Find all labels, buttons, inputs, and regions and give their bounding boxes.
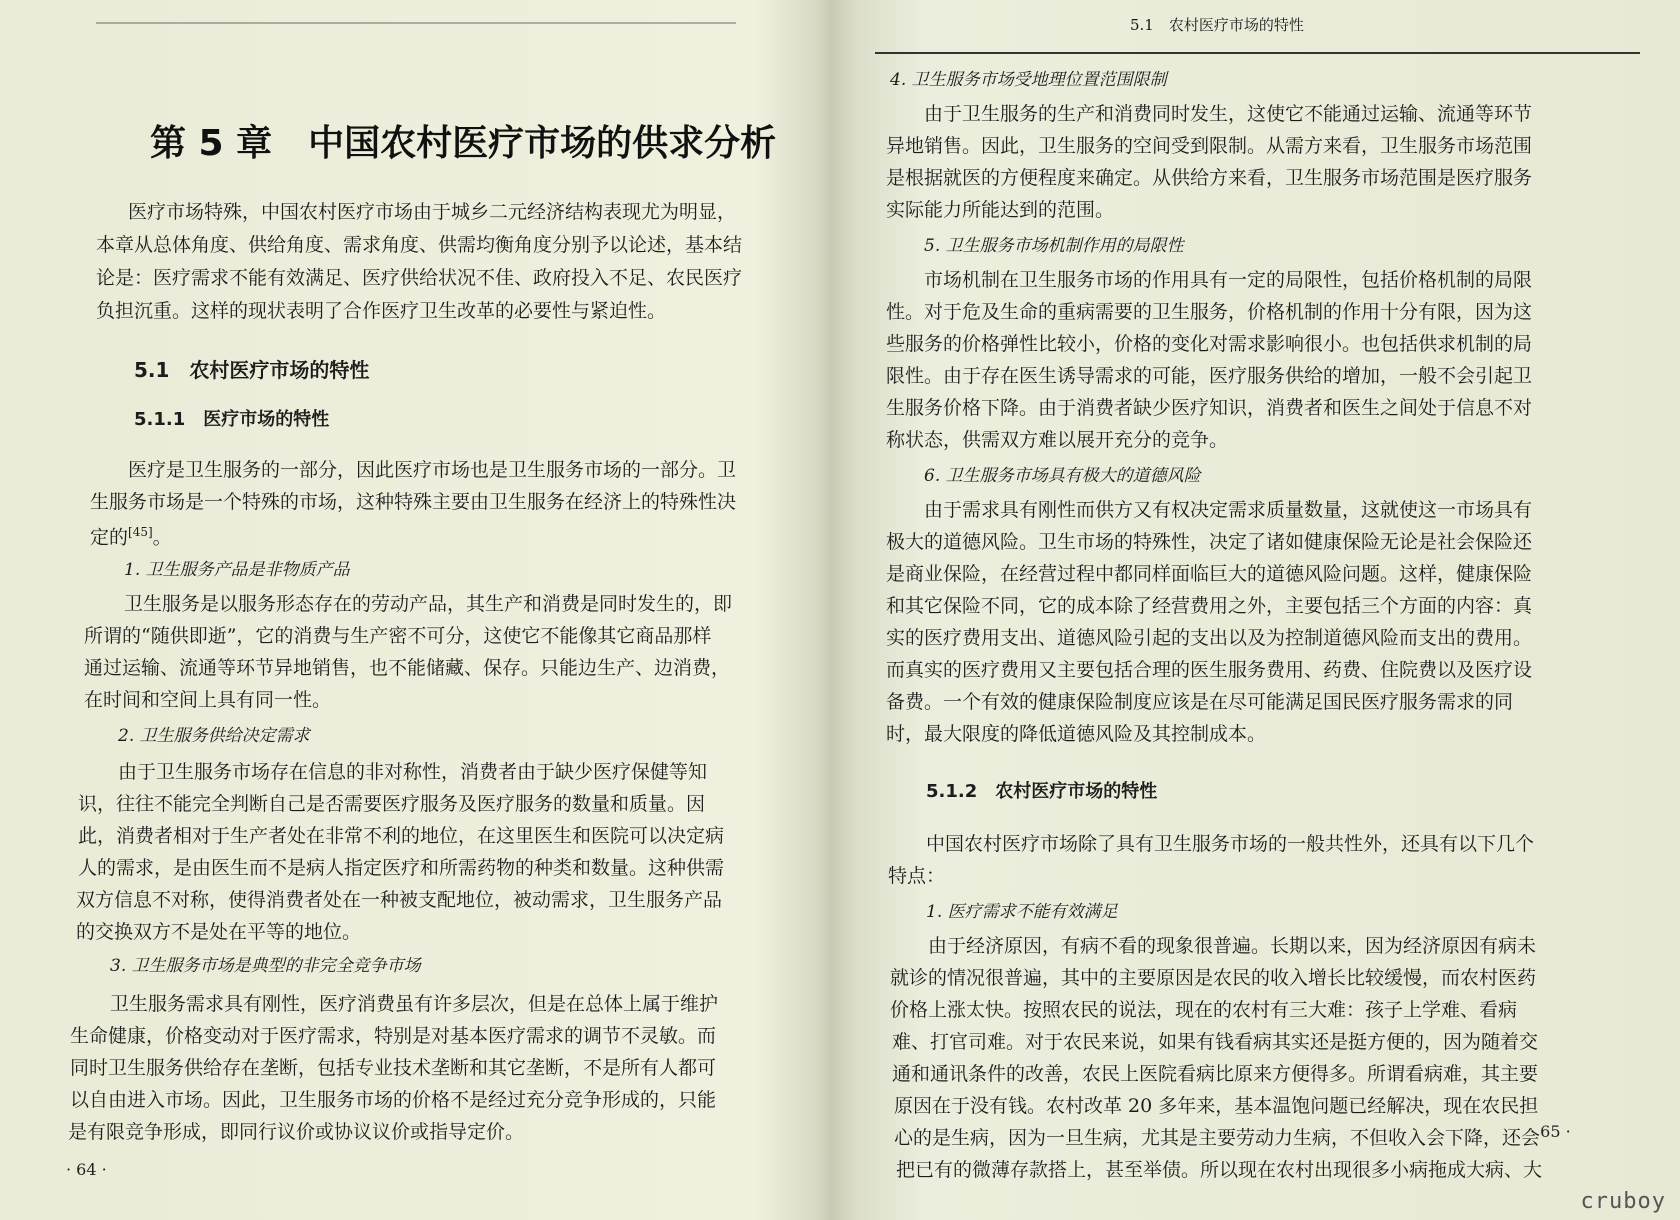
paragraph-line: 在时间和空间上具有同一性。 <box>84 689 332 711</box>
intro-line: 论是：医疗需求不能有效满足、医疗供给状况不佳、政府投入不足、农民医疗 <box>96 267 743 289</box>
paragraph-line: 备费。一个有效的健康保险制度应该是在尽可能满足国民医疗服务需求的同 <box>886 691 1514 713</box>
item-heading: 5. 卫生服务市场机制作用的局限性 <box>924 236 1184 256</box>
paragraph-line: 称状态，供需双方难以展开充分的竞争。 <box>886 429 1229 451</box>
paragraph-line: 实的医疗费用支出、道德风险引起的支出以及为控制道德风险而支出的费用。 <box>886 627 1533 649</box>
paragraph-line: 限性。由于存在医生诱导需求的可能，医疗服务供给的增加，一般不会引起卫 <box>886 365 1533 387</box>
section-heading-5-1: 5.1 农村医疗市场的特性 <box>134 358 370 382</box>
paragraph-line: 双方信息不对称，使得消费者处在一种被支配地位，被动需求，卫生服务产品 <box>76 889 723 911</box>
paragraph-line: 把已有的微薄存款搭上，甚至举债。所以现在农村出现很多小病拖成大病、大 <box>896 1159 1543 1181</box>
paragraph-line: 由于需求具有刚性而供方又有权决定需求质量数量，这就使这一市场具有 <box>924 499 1533 521</box>
left-header-rule <box>96 22 736 24</box>
paragraph-line: 通过运输、流通等环节异地销售，也不能储藏、保存。只能边生产、边消费， <box>84 657 731 679</box>
paragraph-line: 同时卫生服务供给存在垄断，包括专业技术垄断和其它垄断，不是所有人都可 <box>70 1057 717 1079</box>
paragraph-line: 异地销售。因此，卫生服务的空间受到限制。从需方来看，卫生服务市场范围 <box>886 135 1533 157</box>
paragraph-line: 难、打官司难。对于农民来说，如果有钱看病其实还是挺方便的，因为随着交 <box>892 1031 1539 1053</box>
running-head-right: 5.1 农村医疗市场的特性 <box>1130 16 1304 34</box>
paragraph-line: 卫生服务是以服务形态存在的劳动产品，其生产和消费是同时发生的，即 <box>124 593 733 615</box>
paragraph-line: 极大的道德风险。卫生市场的特殊性，决定了诸如健康保险无论是社会保险还 <box>886 531 1533 553</box>
paragraph-line: 通和通讯条件的改善，农民上医院看病比原来方便得多。所谓看病难，其主要 <box>892 1063 1539 1085</box>
intro-line: 医疗市场特殊，中国农村医疗市场由于城乡二元经济结构表现尤为明显， <box>128 201 737 223</box>
paragraph-line: 是商业保险，在经营过程中都同样面临巨大的道德风险问题。这样，健康保险 <box>886 563 1533 585</box>
paragraph-line: 所谓的“随供即逝”，它的消费与生产密不可分，这使它不能像其它商品那样 <box>84 625 712 647</box>
page-number-right: · 65 · <box>1530 1122 1571 1141</box>
paragraph-line: 医疗是卫生服务的一部分，因此医疗市场也是卫生服务市场的一部分。卫 <box>128 459 737 481</box>
subsection-heading-5-1-1: 5.1.1 医疗市场的特性 <box>134 409 330 430</box>
paragraph-line: 实际能力所能达到的范围。 <box>886 199 1115 221</box>
paragraph-line: 人的需求，是由医生而不是病人指定医疗和所需药物的种类和数量。这种供需 <box>78 857 725 879</box>
paragraph-line: 价格上涨太快。按照农民的说法，现在的农村有三大难：孩子上学难、看病 <box>890 999 1518 1021</box>
paragraph-line: 生服务市场是一个特殊的市场，这种特殊主要由卫生服务在经济上的特殊性决 <box>90 491 737 513</box>
scan-watermark: cruboy <box>1580 1189 1666 1214</box>
paragraph-line: 生命健康，价格变动对于医疗需求，特别是对基本医疗需求的调节不灵敏。而 <box>70 1025 717 1047</box>
intro-line: 本章从总体角度、供给角度、需求角度、供需均衡角度分别予以论述，基本结 <box>96 234 743 256</box>
paragraph-text: 定的 <box>90 526 129 549</box>
paragraph-line: 原因在于没有钱。农村改革 20 多年来，基本温饱问题已经解决，现在农民担 <box>894 1095 1539 1117</box>
paragraph-line: 时，最大限度的降低道德风险及其控制成本。 <box>886 723 1267 745</box>
citation-ref: [45] <box>128 525 153 539</box>
item-heading: 3. 卫生服务市场是典型的非完全竞争市场 <box>110 956 421 976</box>
paragraph-line: 由于卫生服务市场存在信息的非对称性，消费者由于缺少医疗保健等知 <box>118 761 708 783</box>
paragraph-line: 由于经济原因，有病不看的现象很普遍。长期以来，因为经济原因有病未 <box>928 935 1537 957</box>
chapter-title: 第 5 章 中国农村医疗市场的供求分析 <box>150 123 777 164</box>
paragraph-line: 市场机制在卫生服务市场的作用具有一定的局限性，包括价格机制的局限 <box>924 269 1533 291</box>
paragraph-line: 是有限竞争形成，即同行议价或协议议价或指导定价。 <box>68 1121 525 1143</box>
item-heading: 4. 卫生服务市场受地理位置范围限制 <box>890 70 1167 90</box>
subsection-heading-5-1-2: 5.1.2 农村医疗市场的特性 <box>926 781 1158 802</box>
paragraph-line <box>90 518 172 551</box>
item-heading: 6. 卫生服务市场具有极大的道德风险 <box>924 466 1201 486</box>
paragraph-line: 些服务的价格弹性比较小，价格的变化对需求影响很小。也包括供求机制的局 <box>886 333 1533 355</box>
paragraph-line: 和其它保险不同，它的成本除了经营费用之外，主要包括三个方面的内容：真 <box>886 595 1533 617</box>
page-number-left: · 64 · <box>66 1160 107 1179</box>
paragraph-line: 以自由进入市场。因此，卫生服务市场的价格不是经过充分竞争形成的，只能 <box>70 1089 717 1111</box>
paragraph-line: 中国农村医疗市场除了具有卫生服务市场的一般共性外，还具有以下几个 <box>926 833 1535 855</box>
left-page <box>0 0 820 1220</box>
item-heading: 1. 卫生服务产品是非物质产品 <box>124 560 350 580</box>
intro-line: 负担沉重。这样的现状表明了合作医疗卫生改革的必要性与紧迫性。 <box>96 300 667 322</box>
right-page <box>830 0 1680 1220</box>
paragraph-line: 卫生服务需求具有刚性，医疗消费虽有许多层次，但是在总体上属于维护 <box>110 993 719 1015</box>
paragraph-text: 。 <box>152 526 172 549</box>
paragraph-line: 特点： <box>888 865 946 887</box>
paragraph-line: 生服务价格下降。由于消费者缺少医疗知识，消费者和医生之间处于信息不对 <box>886 397 1533 419</box>
paragraph-line: 此，消费者相对于生产者处在非常不利的地位，在这里医生和医院可以决定病 <box>78 825 725 847</box>
paragraph-line: 是根据就医的方便程度来确定。从供给方来看，卫生服务市场范围是医疗服务 <box>886 167 1533 189</box>
paragraph-line: 识，往往不能完全判断自己是否需要医疗服务及医疗服务的数量和质量。因 <box>78 793 706 815</box>
paragraph-line: 就诊的情况很普遍，其中的主要原因是农民的收入增长比较缓慢，而农村医药 <box>890 967 1537 989</box>
right-header-rule <box>875 52 1640 54</box>
paragraph-line: 心的是生病，因为一旦生病，尤其是主要劳动力生病，不但收入会下降，还会 <box>894 1127 1541 1149</box>
item-heading: 2. 卫生服务供给决定需求 <box>118 726 310 746</box>
paragraph-line: 由于卫生服务的生产和消费同时发生，这使它不能通过运输、流通等环节 <box>924 103 1533 125</box>
paragraph-line: 的交换双方不是处在平等的地位。 <box>76 921 362 943</box>
paragraph-line: 而真实的医疗费用又主要包括合理的医生服务费用、药费、住院费以及医疗设 <box>886 659 1533 681</box>
item-heading: 1. 医疗需求不能有效满足 <box>926 902 1118 922</box>
paragraph-line: 性。对于危及生命的重病需要的卫生服务，价格机制的作用十分有限，因为这 <box>886 301 1533 323</box>
